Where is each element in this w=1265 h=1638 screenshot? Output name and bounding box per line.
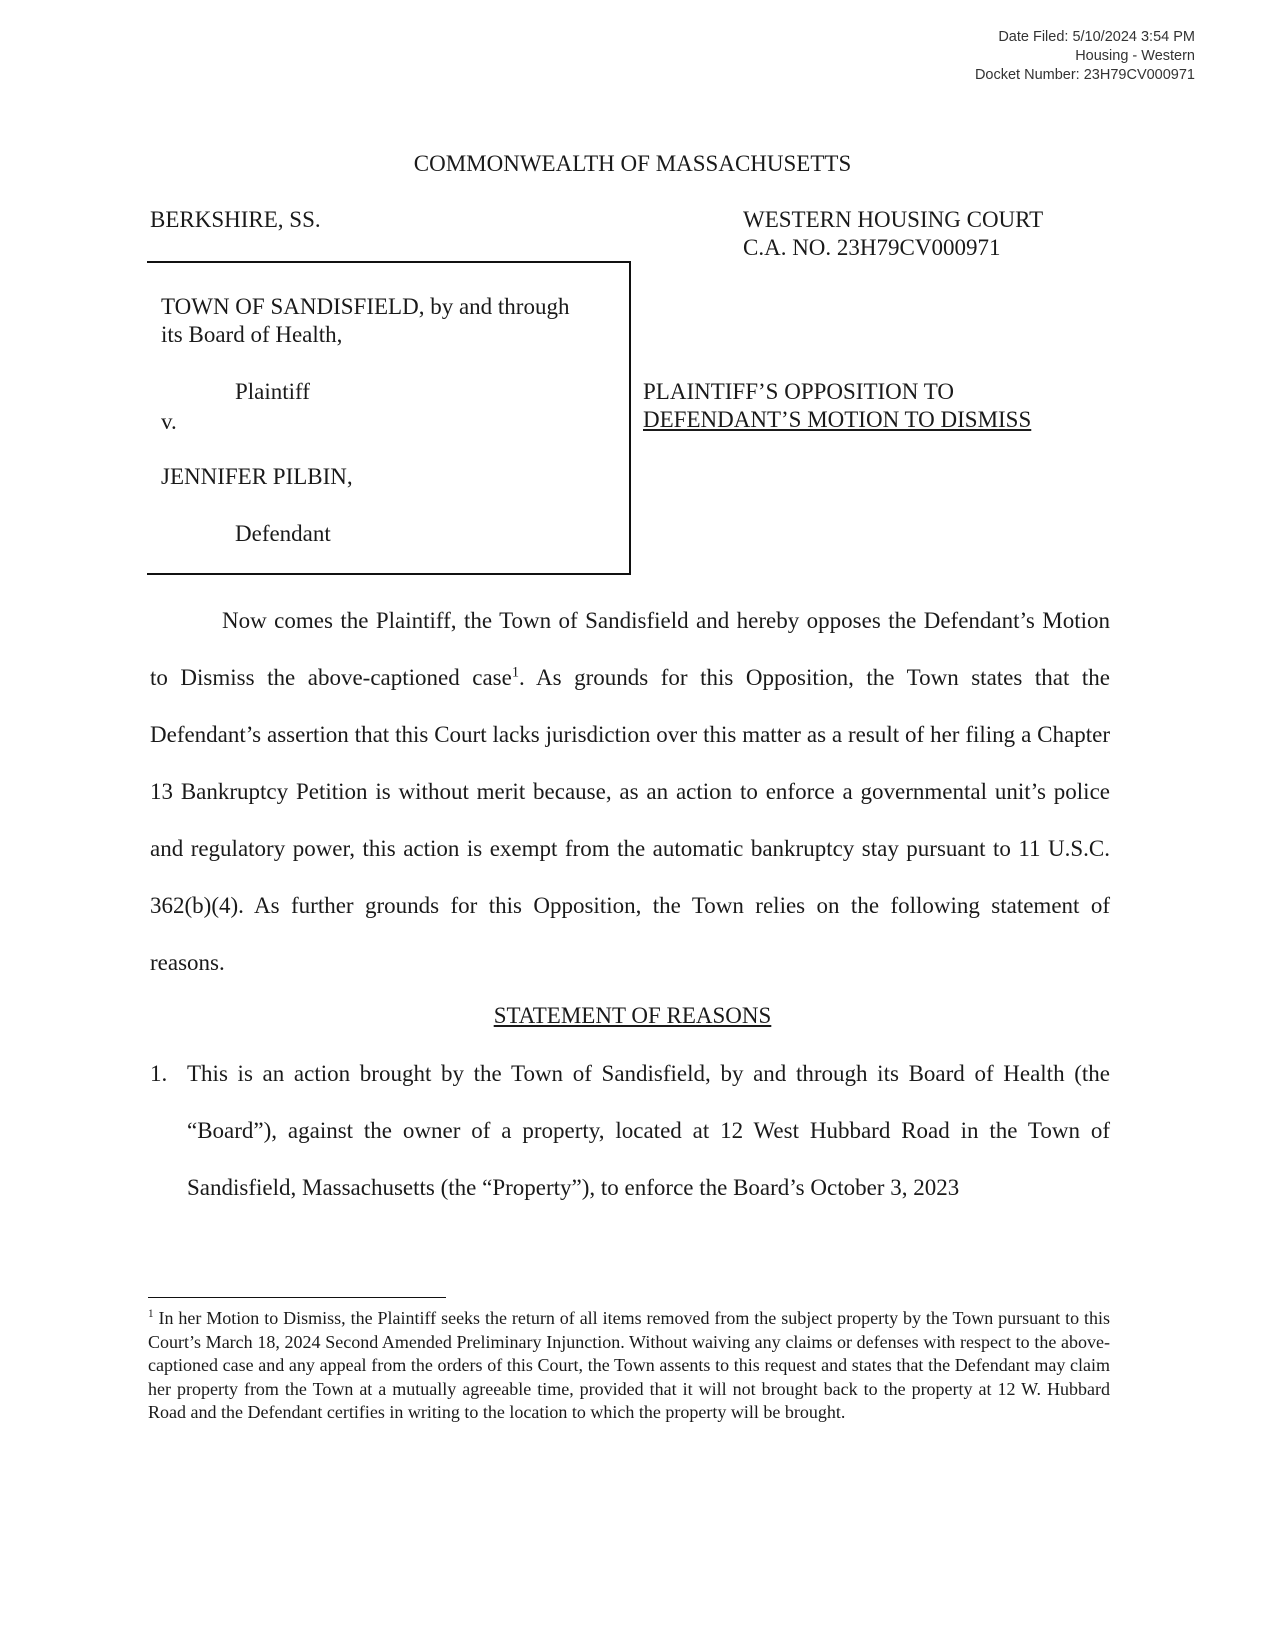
filing-court: Housing - Western [1075,48,1195,64]
docket-number: Docket Number: 23H79CV000971 [974,67,1195,83]
footnote [148,1307,1110,1425]
paragraph-number: 1. [150,1061,168,1086]
commonwealth-heading: COMMONWEALTH OF MASSACHUSETTS [413,151,852,176]
footnote-text: In her Motion to Dismiss, the Plaintiff seeks the return of all items removed from the subject property by the Town pursuant to this Court’s March 18, 2024 Second Amended Preliminary Injunction. Without waiving any claims or defenses with respect to the above-captioned case and any appeal from the orders of this Court, the Town assents to this request and states that the Defendant may claim her property from the Town at a mutually agreeable time, provided that it will not brought back to the property at 12 W. Hubbard Road and the Defendant certifies in writing to the location to which the property will be brought. [148,1308,1110,1422]
county-label: BERKSHIRE, SS. [150,207,321,232]
versus: v. [161,409,177,434]
document-title-line2: DEFENDANT’S MOTION TO DISMISS [643,407,1032,432]
filing-stamp [975,28,1195,85]
plaintiff-name-line1: TOWN OF SANDISFIELD, by and through [161,294,570,319]
footnote-separator [148,1297,446,1298]
paragraph-text: This is an action brought by the Town of Sandisfield, by and through its Board of Health (the “Board”), against the owner of a property, located at 12 West Hubbard Road in the Town of Sandisfield, Massachusetts (the “Property”), to enforce the Board’s October 3, 2023 [187,1061,1110,1200]
footnote-reference: 1 [511,664,519,681]
defendant-role: Defendant [235,521,331,546]
document-title [643,378,1031,434]
numbered-paragraph [150,1045,1110,1216]
defendant-name: JENNIFER PILBIN, [161,464,353,489]
intro-text-part2: . As grounds for this Opposition, the Town states that the Defendant’s assertion that this Court lacks jurisdiction over this matter as a result of her filing a Chapter 13 Bankruptcy Petition is without merit because, as an action to enforce a governmental unit’s police and regulatory power, this action is exempt from the automatic bankruptcy stay pursuant to 11 U.S.C. 362(b)(4). As further grounds for this Opposition, the Town relies on the following statement of reasons. [150,665,1111,975]
plaintiff-role: Plaintiff [235,379,310,404]
intro-text-part1: Now comes the Plaintiff, the Town of Sandisfield and hereby opposes the Defendant’s Motion to Dismiss the above-captioned case [150,608,1110,690]
case-number: C.A. NO. 23H79CV000971 [743,235,1001,260]
date-filed: Date Filed: 5/10/2024 3:54 PM [998,29,1195,45]
court-block [743,206,1043,262]
footnote-marker: 1 [148,1308,154,1320]
intro-paragraph [150,592,1110,991]
plaintiff-name [161,293,621,349]
court-name: WESTERN HOUSING COURT [743,207,1044,232]
plaintiff-name-line2: its Board of Health, [161,322,343,347]
section-heading: STATEMENT OF REASONS [493,1003,772,1028]
document-title-line1: PLAINTIFF’S OPPOSITION TO [643,379,954,404]
